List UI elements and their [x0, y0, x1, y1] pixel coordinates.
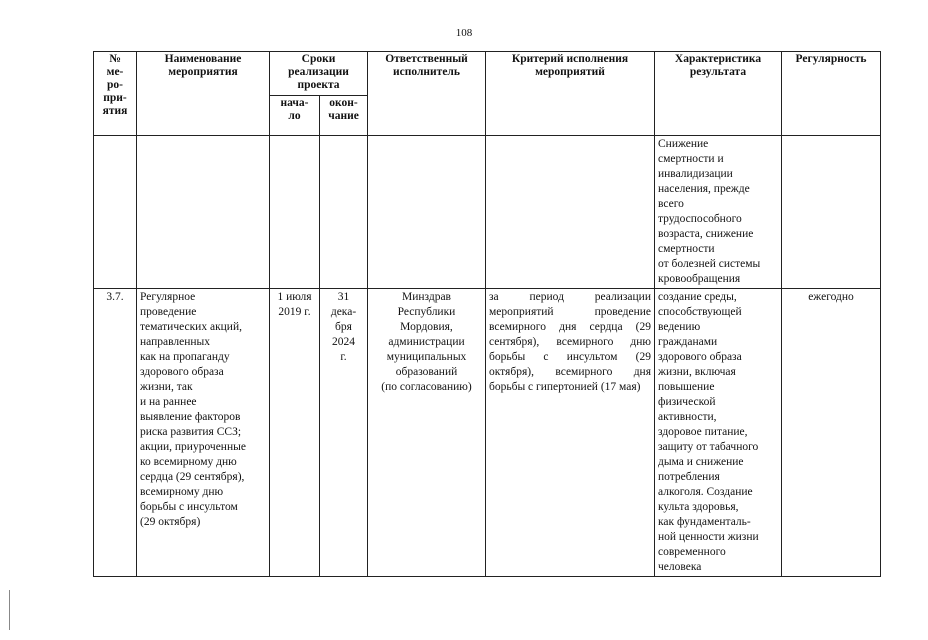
header-name: Наименование мероприятия	[137, 52, 270, 136]
header-responsible: Ответственный исполнитель	[368, 52, 486, 136]
header-criterion: Критерий исполнения мероприятий	[486, 52, 655, 136]
row-criterion: за период реализации мероприятий проведение всемирного дня сердца (29 сентября), всемирного дню борьбы с инсультом (29 октября), всемирного дня борьбы с гипертонией (17 мая)	[486, 289, 655, 577]
header-regularity: Регулярность	[782, 52, 881, 136]
scan-margin-line	[9, 590, 10, 630]
row-name: Регулярное проведение тематических акций, направленных как на пропаганду здорового образа жизни, так и на раннее выявление факторов риска развития ССЗ; акции, приуроченные ко всемирному дню сердца (29 сентября), всемирному дню борьбы с инсультом (29 октября)	[137, 289, 270, 577]
row-responsible: Минздрав Республики Мордовия, администрации муниципальных образований (по согласованию)	[368, 289, 486, 577]
continuation-row	[94, 136, 881, 289]
page-number: 108	[455, 27, 473, 39]
header-dates: Сроки реализации проекта	[270, 52, 368, 96]
row-result: создание среды, способствующей ведению гражданами здорового образа жизни, включая повышение физической активности, здоровое питание, защиту от табачного дыма и снижение потребления алкоголя. Создание культa здоровья, как фундаменталь- ной ценности жизни современного человека	[655, 289, 782, 577]
header-result: Характеристика результата	[655, 52, 782, 136]
continuation-result: Снижение смертности и инвалидизации населения, прежде всего трудоспособного возраста, снижение смертности от болезней системы кровообращения	[655, 136, 782, 289]
header-start: нача- ло	[270, 96, 320, 136]
header-num: № ме- ро- при- ятия	[94, 52, 137, 136]
row-regularity: ежегодно	[782, 289, 881, 577]
row-num: 3.7.	[94, 289, 137, 577]
row-end: 31 дека- бря 2024 г.	[320, 289, 368, 577]
header-end: окон- чание	[320, 96, 368, 136]
header-row	[94, 52, 881, 96]
events-table	[93, 51, 881, 577]
row-start: 1 июля 2019 г.	[270, 289, 320, 577]
table-row	[94, 289, 881, 577]
